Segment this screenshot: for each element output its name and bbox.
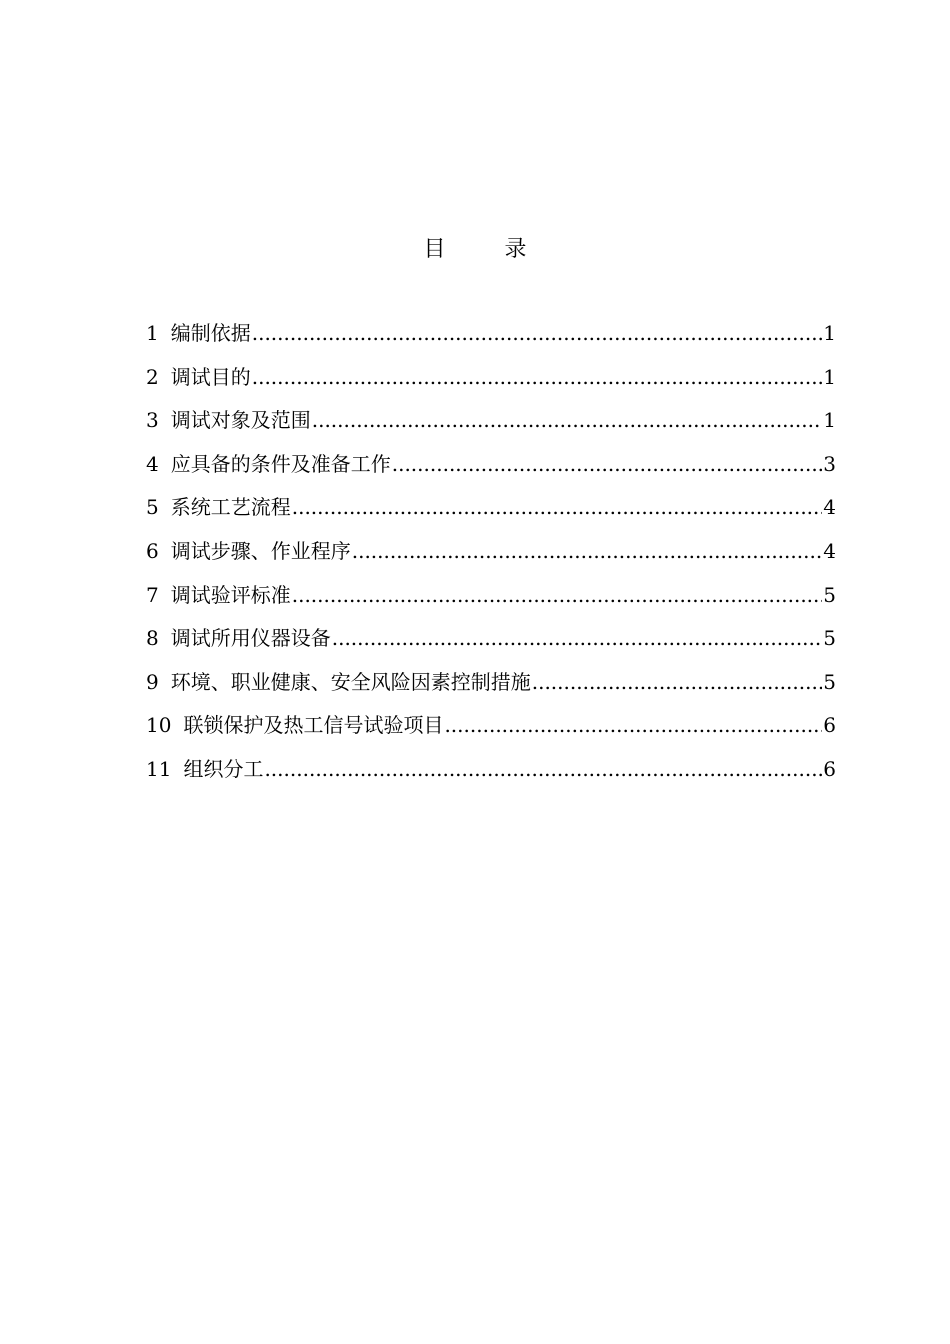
toc-entry-number: 10 bbox=[146, 713, 172, 738]
toc-entry-page: 6 bbox=[823, 713, 836, 738]
toc-dot-leader bbox=[532, 661, 823, 705]
toc-dot-leader bbox=[312, 399, 823, 443]
toc-dot-leader bbox=[392, 443, 823, 487]
toc-entry-number: 2 bbox=[146, 364, 159, 389]
toc-entry-text: 调试所用仪器设备 bbox=[170, 626, 331, 651]
toc-title: 目 录 bbox=[423, 237, 553, 262]
toc-dot-leader bbox=[444, 704, 822, 748]
toc-entry-number: 8 bbox=[146, 626, 159, 651]
toc-entry-page: 5 bbox=[823, 626, 836, 651]
toc-entry-page: 4 bbox=[823, 538, 836, 563]
toc-entry-text: 组织分工 bbox=[183, 756, 264, 781]
toc-entry-number: 1 bbox=[146, 321, 159, 345]
toc-dot-leader bbox=[292, 486, 823, 530]
toc-entry-number: 6 bbox=[146, 538, 159, 563]
toc-entry-number: 4 bbox=[146, 451, 159, 476]
toc-dot-leader bbox=[292, 574, 823, 618]
toc-entry-text: 系统工艺流程 bbox=[170, 495, 291, 520]
toc-entry-number: 5 bbox=[146, 495, 159, 520]
toc-entry-page: 3 bbox=[823, 451, 836, 476]
toc-list bbox=[146, 312, 836, 792]
toc-entry[interactable] bbox=[146, 661, 836, 705]
toc-entry-text: 调试对象及范围 bbox=[170, 408, 311, 433]
toc-entry[interactable] bbox=[146, 704, 836, 748]
toc-entry-number: 7 bbox=[146, 582, 159, 607]
toc-entry-text: 调试验评标准 bbox=[170, 582, 291, 607]
toc-entry[interactable] bbox=[146, 574, 836, 618]
toc-dot-leader bbox=[252, 356, 823, 400]
toc-entry-page: 1 bbox=[823, 364, 836, 389]
toc-entry-text: 调试步骤、作业程序 bbox=[170, 538, 351, 563]
toc-entry-number: 3 bbox=[146, 408, 159, 433]
toc-entry[interactable] bbox=[146, 356, 836, 400]
toc-entry-number: 11 bbox=[146, 756, 172, 781]
toc-entry-text: 环境、职业健康、安全风险因素控制措施 bbox=[170, 669, 531, 694]
toc-entry-text: 编制依据 bbox=[170, 321, 251, 345]
toc-entry-text: 调试目的 bbox=[170, 364, 251, 389]
toc-entry[interactable] bbox=[146, 530, 836, 574]
toc-entry-text: 联锁保护及热工信号试验项目 bbox=[183, 713, 444, 738]
toc-entry-page: 1 bbox=[823, 321, 836, 345]
toc-entry-page: 1 bbox=[823, 408, 836, 433]
toc-dot-leader bbox=[252, 312, 823, 356]
toc-entry-page: 6 bbox=[823, 756, 836, 781]
toc-entry[interactable] bbox=[146, 312, 836, 356]
toc-entry[interactable] bbox=[146, 399, 836, 443]
toc-entry[interactable] bbox=[146, 617, 836, 661]
toc-entry-text: 应具备的条件及准备工作 bbox=[170, 451, 391, 476]
toc-entry-page: 5 bbox=[823, 669, 836, 694]
toc-entry-page: 4 bbox=[823, 495, 836, 520]
toc-dot-leader bbox=[352, 530, 823, 574]
toc-dot-leader bbox=[332, 617, 823, 661]
toc-entry-number: 9 bbox=[146, 669, 159, 694]
toc-entry[interactable] bbox=[146, 486, 836, 530]
toc-entry[interactable] bbox=[146, 443, 836, 487]
toc-entry-page: 5 bbox=[823, 582, 836, 607]
toc-entry[interactable] bbox=[146, 748, 836, 792]
toc-dot-leader bbox=[264, 748, 822, 792]
